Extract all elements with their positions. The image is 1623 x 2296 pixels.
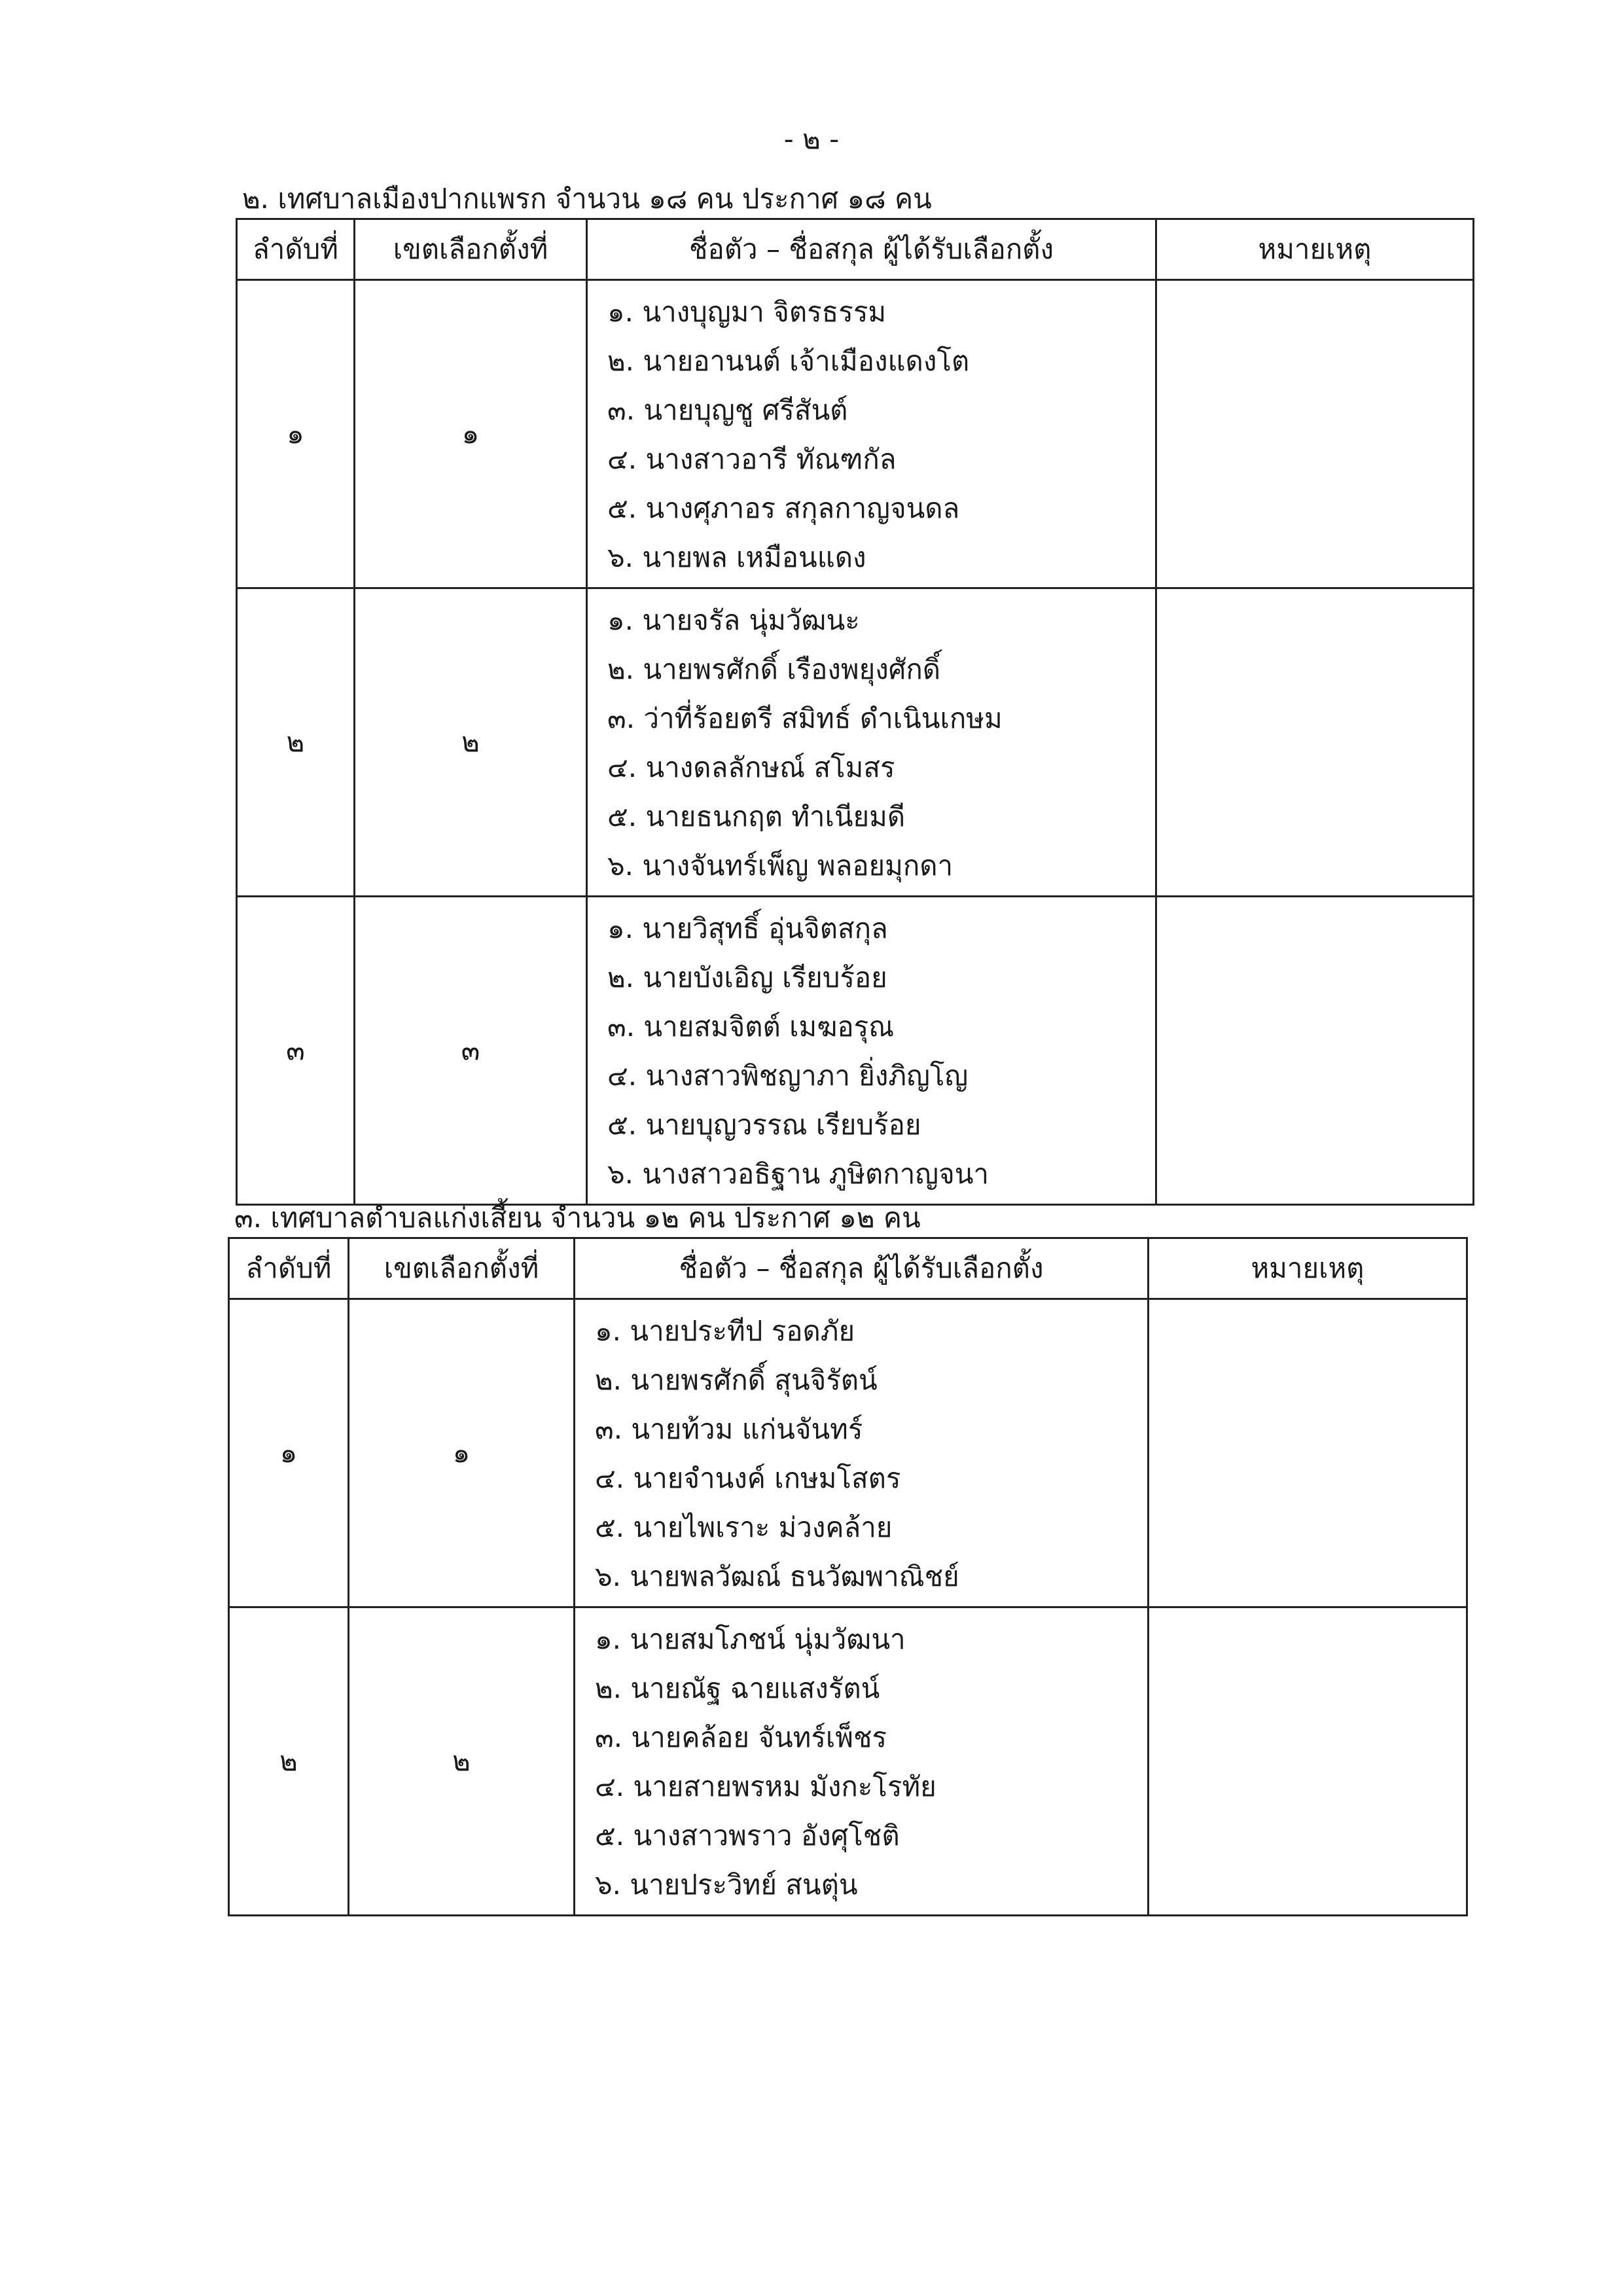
- remark-cell: [1156, 280, 1474, 588]
- elected-name: ๑. นางบุญมา จิตรธรรม: [607, 296, 887, 328]
- elected-name: ๖. นายพล เหมือนแดง: [607, 541, 866, 573]
- header-order: ลำดับที่: [237, 219, 355, 280]
- district-cell: ๑: [349, 1299, 575, 1607]
- elected-name: ๑. นายประทีป รอดภัย: [595, 1315, 855, 1347]
- header-district: เขตเลือกตั้งที่: [355, 219, 587, 280]
- elected-name: ๕. นายธนกฤต ทำเนียมดี: [607, 800, 906, 833]
- elected-name: ๓. ว่าที่ร้อยตรี สมิทธ์ ดำเนินเกษม: [607, 702, 1003, 734]
- names-cell: [587, 280, 1156, 588]
- names-cell: [575, 1299, 1149, 1607]
- elected-name: ๖. นางสาวอธิฐาน ภูษิตกาญจนา: [607, 1158, 989, 1190]
- district-cell: ๑: [355, 280, 587, 588]
- elected-name: ๒. นายอานนต์ เจ้าเมืองแดงโต: [607, 345, 970, 377]
- remark-cell: [1156, 588, 1474, 897]
- order-cell: ๓: [237, 897, 355, 1205]
- elected-name: ๔. นายสายพรหม มังกะโรทัย: [595, 1770, 936, 1803]
- table-header-row: [237, 219, 1474, 280]
- names-cell: [575, 1607, 1149, 1916]
- elected-name: ๖. นางจันทร์เพ็ญ พลอยมุกดา: [607, 850, 954, 882]
- elected-name: ๖. นายประวิทย์ สนตุ่น: [595, 1869, 858, 1901]
- table-header-row: [229, 1238, 1467, 1299]
- section-title: ๒. เทศบาลเมืองปากแพรก จำนวน ๑๘ คน ประกาศ ๑๘ คน: [242, 183, 932, 215]
- header-names: ชื่อตัว – ชื่อสกุล ผู้ได้รับเลือกตั้ง: [575, 1238, 1149, 1299]
- elected-name: ๒. นายพรศักดิ์ สุนจิรัตน์: [595, 1364, 878, 1396]
- header-district: เขตเลือกตั้งที่: [349, 1238, 575, 1299]
- page-number: - ๒ -: [783, 123, 840, 155]
- header-names: ชื่อตัว – ชื่อสกุล ผู้ได้รับเลือกตั้ง: [587, 219, 1156, 280]
- order-cell: ๒: [237, 588, 355, 897]
- table-row: [237, 588, 1474, 897]
- elected-name: ๔. นายจำนงค์ เกษมโสตร: [595, 1462, 901, 1494]
- remark-cell: [1149, 1299, 1467, 1607]
- elected-name: ๖. นายพลวัฒณ์ ธนวัฒพาณิชย์: [595, 1560, 959, 1592]
- elected-name: ๑. นายจรัล นุ่มวัฒนะ: [607, 604, 860, 636]
- district-cell: ๓: [355, 897, 587, 1205]
- elected-name: ๒. นายณัฐ ฉายแสงรัตน์: [595, 1672, 880, 1704]
- elected-name: ๔. นางดลลักษณ์ สโมสร: [607, 751, 895, 783]
- elected-name: ๓. นายท้วม แก่นจันทร์: [595, 1413, 863, 1445]
- elected-name: ๓. นายสมจิตต์ เมฆอรุณ: [607, 1011, 895, 1043]
- elected-name: ๒. นายบังเอิญ เรียบร้อย: [607, 961, 887, 994]
- elected-name: ๕. นายไพเราะ ม่วงคล้าย: [595, 1511, 893, 1543]
- header-remark: หมายเหตุ: [1156, 219, 1474, 280]
- elected-name: ๓. นายบุญชู ศรีสันต์: [607, 394, 848, 426]
- elected-name: ๕. นางศุภาอร สกุลกาญจนดล: [607, 492, 960, 524]
- results-table: [236, 218, 1474, 1206]
- results-table: [228, 1237, 1468, 1916]
- names-cell: [587, 897, 1156, 1205]
- district-cell: ๒: [355, 588, 587, 897]
- elected-name: ๑. นายวิสุทธิ์ อุ่นจิตสกุล: [607, 912, 888, 944]
- remark-cell: [1156, 897, 1474, 1205]
- table-row: [229, 1299, 1467, 1607]
- district-cell: ๒: [349, 1607, 575, 1916]
- section-kaengsian: [228, 1199, 1468, 1916]
- section-pakphraek: [236, 180, 1474, 1206]
- section-title: ๓. เทศบาลตำบลแก่งเสี้ยน จำนวน ๑๒ คน ประกาศ ๑๒ คน: [234, 1202, 921, 1234]
- table-row: [229, 1607, 1467, 1916]
- elected-name: ๕. นายบุญวรรณ เรียบร้อย: [607, 1109, 921, 1141]
- remark-cell: [1149, 1607, 1467, 1916]
- table-row: [237, 280, 1474, 588]
- order-cell: ๑: [237, 280, 355, 588]
- elected-name: ๓. นายคล้อย จันทร์เพ็ชร: [595, 1721, 887, 1753]
- elected-name: ๒. นายพรศักดิ์ เรืองพยุงศักดิ์: [607, 653, 941, 685]
- elected-name: ๕. นางสาวพราว อังศุโชติ: [595, 1820, 900, 1852]
- header-order: ลำดับที่: [229, 1238, 349, 1299]
- order-cell: ๒: [229, 1607, 349, 1916]
- names-cell: [587, 588, 1156, 897]
- elected-name: ๔. นางสาวอารี ทัณฑกัล: [607, 443, 897, 475]
- table-row: [237, 897, 1474, 1205]
- elected-name: ๑. นายสมโภชน์ นุ่มวัฒนา: [595, 1623, 906, 1655]
- elected-name: ๔. นางสาวพิชญาภา ยิ่งภิญโญ: [607, 1060, 969, 1092]
- order-cell: ๑: [229, 1299, 349, 1607]
- header-remark: หมายเหตุ: [1149, 1238, 1467, 1299]
